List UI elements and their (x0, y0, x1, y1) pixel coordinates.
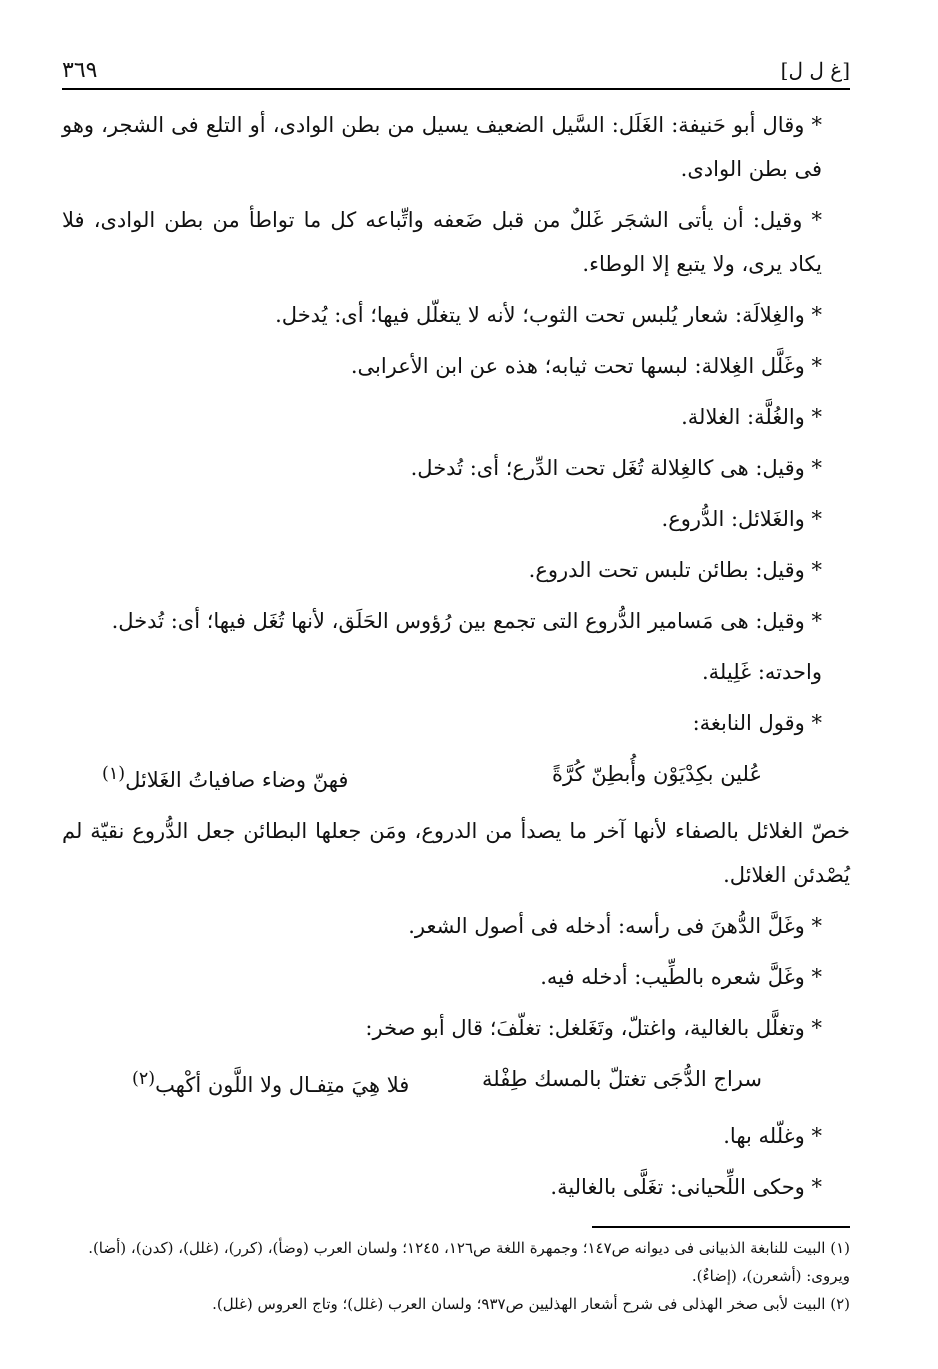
paragraph: * وقال أبو حَنيفة: الغَلَل: السَّيل الضعيف يسيل من بطن الوادى، أو التلع فى الشجر، وهو فى بطن الوادى. (62, 113, 822, 181)
paragraph: * وغَلَّ الدُّهنَ فى رأسه: أدخله فى أصول الشعر. (408, 914, 822, 938)
paragraph: * وقيل: أن يأتى الشجَر غَللٌ من قبل ضَعفه واتِّباعه كل ما تواطأ من بطن الوادى، فلا يكاد يرى، ولا يتبع إلا الوطاء. (62, 208, 822, 276)
poetry-verse (62, 1057, 850, 1107)
footnote-ref: (٢) (132, 1069, 156, 1089)
paragraph: * والغَلائل: الدُّروع. (661, 507, 822, 531)
footnote-ref: (١) (102, 764, 126, 784)
verse-second-hemistich (102, 752, 348, 802)
footnote: (١) البيت للنابغة الذبيانى فى ديوانه ص١٤٧؛ وجمهرة اللغة ص١٢٦، ١٢٤٥؛ ولسان العرب (وضأ)، (كرر)، (غلل)، (كدن)، (أضا). ويروى: (أشعرن)، (إضاءٌ). (88, 1239, 850, 1285)
paragraph: * وقيل: هى مَسامير الدُّروع التى تجمع بين رُؤوس الحَلَق، لأنها تُغَل فيها؛ أى: تُدخل. (111, 609, 822, 633)
paragraph: واحدته: غَلِيلة. (702, 660, 822, 684)
footnotes (62, 1234, 850, 1318)
footnote-rule (592, 1226, 850, 1228)
paragraph: * وتغلَّل بالغالية، واغتلّ، وتَغَلغل: تغلّفَ؛ قال أبو صخر: (365, 1016, 822, 1040)
paragraph: * وقيل: بطائن تلبس تحت الدروع. (528, 558, 822, 582)
paragraph: * وقيل: هى كالغِلالة تُغَل تحت الدِّرع؛ أى: تُدخل. (410, 456, 822, 480)
page-header (62, 50, 850, 90)
verse-second-text: فلا هِيَ متِفـال ولا اللَّون أكْهب (155, 1073, 410, 1097)
paragraph: * وحكى اللِّحيانى: تغَلَّى بالغالية. (550, 1175, 822, 1199)
footnote: (٢) البيت لأبى صخر الهذلى فى شرح أشعار الهذليين ص٩٣٧؛ ولسان العرب (غلل)؛ وتاج العروس (غلل). (212, 1295, 850, 1313)
root-letters: [غ ل ل] (780, 58, 850, 82)
verse-first-hemistich: عُلين بكِدْيَوْن وأُبطِنّ كُرَّةً (551, 762, 762, 786)
main-text (62, 103, 850, 1216)
paragraph: * والغُلَّة: الغلالة. (681, 405, 822, 429)
verse-first-hemistich: سراج الدُّجَى تغتلّ بالمسك طِفْلة (482, 1067, 762, 1091)
paragraph: * وغلّله بها. (723, 1124, 822, 1148)
paragraph: خصّ الغلائل بالصفاء لأنها آخر ما يصدأ من الدروع، ومَن جعلها البطائن جعل الدُّروع نقيّة لم يُصْدئن الغلائل. (62, 819, 850, 887)
verse-second-hemistich (132, 1057, 409, 1107)
paragraph: * وقول النابغة: (692, 711, 822, 735)
paragraph: * والغِلالَة: شعار يُلبس تحت الثوب؛ لأنه لا يتغلّل فيها؛ أى: يُدخل. (275, 303, 822, 327)
paragraph: * وغَلَّل الغِلالة: لبسها تحت ثيابه؛ هذه عن ابن الأعرابى. (350, 354, 822, 378)
poetry-verse (62, 752, 850, 802)
header-rule (62, 88, 850, 90)
verse-second-text: فهنّ وضاء صافياتُ الغَلائل (125, 768, 349, 792)
page-number: ٣٦٩ (62, 58, 98, 83)
paragraph: * وغَلَّ شعره بالطِّيب: أدخله فيه. (540, 965, 822, 989)
